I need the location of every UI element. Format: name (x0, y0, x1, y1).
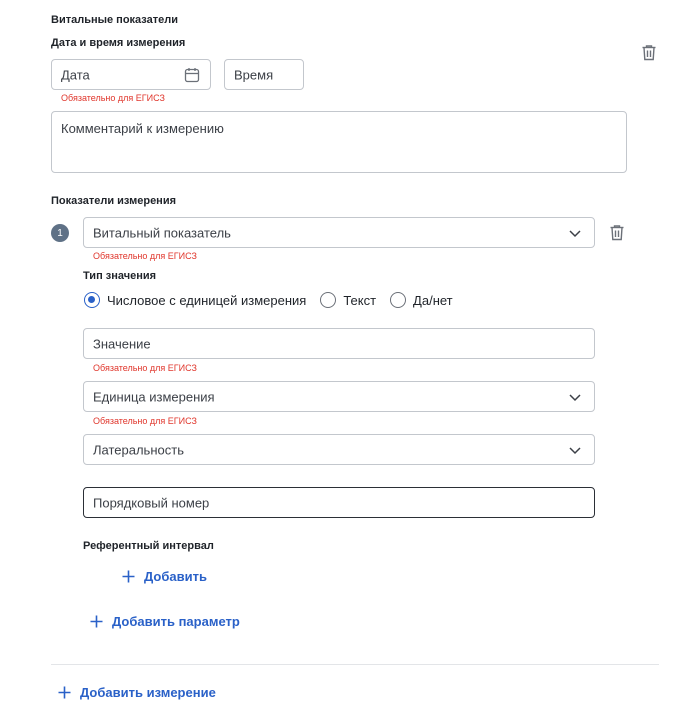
order-number-input[interactable] (83, 487, 595, 518)
vital-required-hint: Обязательно для ЕГИСЗ (93, 251, 197, 261)
add-measurement-button[interactable] (58, 685, 216, 700)
reference-interval-label: Референтный интервал (83, 540, 214, 552)
unit-value: Единица измерения (93, 389, 215, 404)
radio-circle (390, 292, 406, 308)
date-required-hint: Обязательно для ЕГИСЗ (61, 93, 165, 103)
add-parameter-button[interactable] (90, 614, 240, 629)
radio-label: Текст (343, 292, 377, 308)
add-measurement-label: Добавить измерение (80, 685, 216, 700)
time-input[interactable] (224, 59, 304, 90)
datetime-label: Дата и время измерения (51, 37, 186, 49)
plus-icon (122, 570, 135, 583)
time-placeholder: Время (234, 67, 274, 82)
value-required-hint: Обязательно для ЕГИСЗ (93, 363, 197, 373)
trash-icon (609, 224, 625, 241)
chevron-down-icon (568, 226, 582, 240)
radio-label: Числовое с единицей измерения (107, 292, 307, 308)
radio-circle (84, 292, 100, 308)
plus-icon (90, 615, 103, 628)
radio-text[interactable] (320, 292, 376, 308)
add-reference-button[interactable] (122, 569, 207, 584)
chevron-down-icon (568, 390, 582, 404)
step-number-badge: 1 (51, 224, 69, 242)
laterality-select[interactable] (83, 434, 595, 465)
divider (51, 664, 659, 665)
delete-section-button[interactable] (639, 42, 659, 62)
value-input[interactable] (83, 328, 595, 359)
measurements-title: Показатели измерения (51, 195, 177, 207)
add-parameter-label: Добавить параметр (112, 614, 240, 629)
radio-yes-no[interactable] (390, 292, 453, 308)
radio-label: Да/нет (413, 292, 453, 308)
order-number-placeholder: Порядковый номер (93, 495, 210, 510)
delete-measurement-button[interactable] (607, 222, 627, 242)
vital-sign-select[interactable] (83, 217, 595, 248)
laterality-value: Латеральность (93, 442, 184, 457)
value-placeholder: Значение (93, 336, 151, 351)
unit-required-hint: Обязательно для ЕГИСЗ (93, 416, 197, 426)
radio-circle (320, 292, 336, 308)
date-input[interactable] (51, 59, 211, 90)
plus-icon (58, 686, 71, 699)
vital-sign-value: Витальный показатель (93, 225, 231, 240)
date-placeholder: Дата (61, 67, 90, 82)
calendar-icon (184, 67, 200, 83)
value-type-radio-group (84, 292, 467, 308)
unit-select[interactable] (83, 381, 595, 412)
comment-textarea[interactable] (51, 111, 627, 173)
value-type-label: Тип значения (83, 270, 157, 282)
comment-placeholder: Комментарий к измерению (61, 121, 224, 136)
section-title: Витальные показатели (51, 14, 178, 26)
add-reference-label: Добавить (144, 569, 207, 584)
trash-icon (641, 44, 657, 61)
radio-numeric[interactable] (84, 292, 306, 308)
chevron-down-icon (568, 443, 582, 457)
